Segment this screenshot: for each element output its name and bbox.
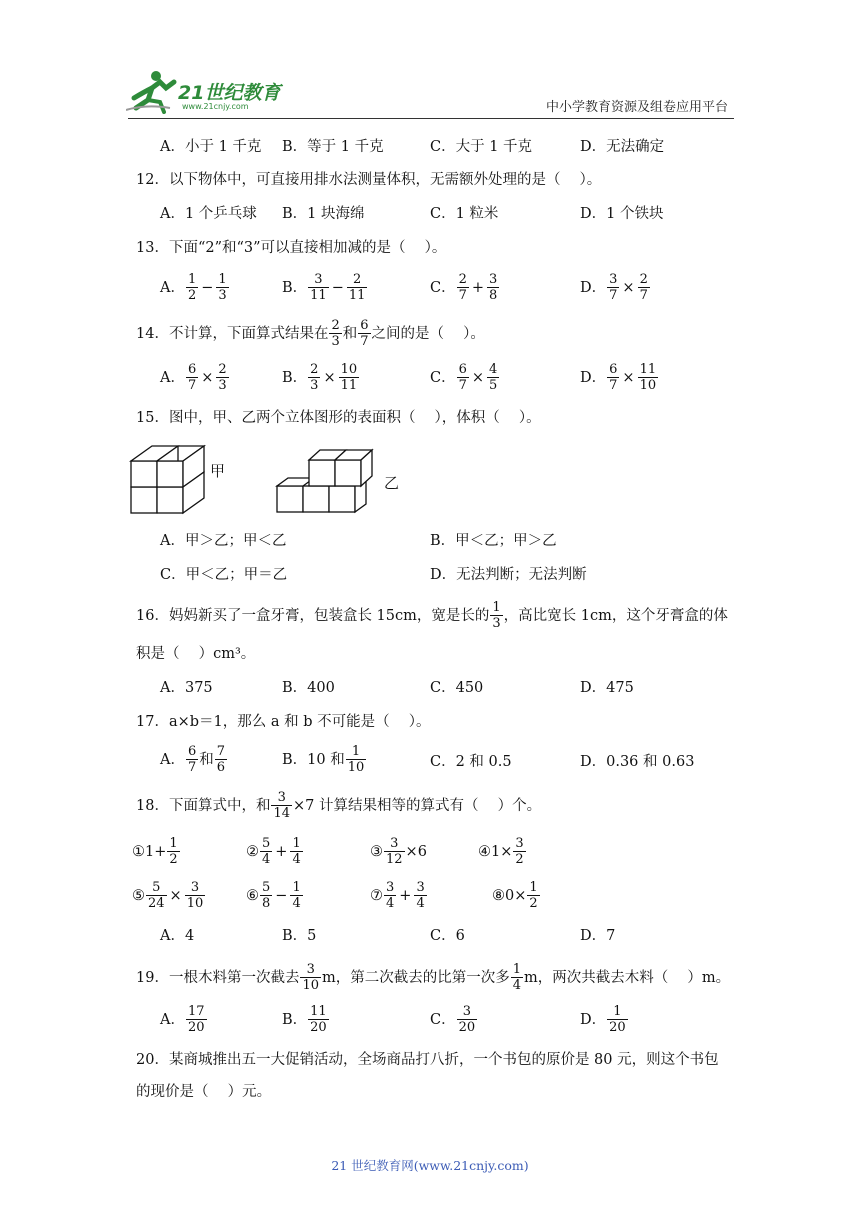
q15-option-b: B．甲＜乙；甲＞乙 xyxy=(430,533,557,549)
q19-option-c: C． $\frac{3}{20}$ xyxy=(430,1004,476,1035)
q18-expr-7: ⑦ $\frac{3}{4}$ + $\frac{3}{4}$ xyxy=(370,880,425,911)
q14-option-b: B． $\frac{2}{3}$ × $\frac{10}{11}$ xyxy=(282,362,358,393)
q16-stem-line1: 16．妈妈新买了一盒牙膏，包装盒长 15cm，宽是长的 $\frac{1}{3}$ ，高比宽长 1cm，这个牙膏盒的体 xyxy=(136,600,728,631)
q12-option-b: B．1 块海绵 xyxy=(282,206,365,222)
q18-expr-2: ② $\frac{5}{4}$ + $\frac{1}{4}$ xyxy=(246,836,301,867)
q18-expr-8: ⑧0× $\frac{1}{2}$ xyxy=(492,880,538,911)
q11-option-c: C．大于 1 千克 xyxy=(430,139,533,155)
q18-option-c: C．6 xyxy=(430,928,465,944)
cube-figure-jia xyxy=(128,440,212,516)
q13-option-c: C． $\frac{2}{7}$ + $\frac{3}{8}$ xyxy=(430,272,498,303)
logo xyxy=(126,68,286,114)
q13-stem: 13．下面“2”和“3”可以直接相加减的是（ ）。 xyxy=(136,240,447,256)
q15-option-c: C．甲＜乙；甲＝乙 xyxy=(160,567,288,583)
header-divider xyxy=(128,118,734,119)
label-yi: 乙 xyxy=(384,474,400,492)
q18-expr-4: ④1× $\frac{3}{2}$ xyxy=(478,836,524,867)
q15-stem: 15．图中，甲、乙两个立体图形的表面积（ ），体积（ ）。 xyxy=(136,410,541,426)
q16-option-c: C．450 xyxy=(430,680,484,696)
q15-option-d: D．无法判断；无法判断 xyxy=(430,567,587,583)
q17-option-a: A． $\frac{6}{7}$ 和 $\frac{7}{6}$ xyxy=(160,744,226,775)
label-jia: 甲 xyxy=(210,462,226,480)
q18-expr-5: ⑤ $\frac{5}{24}$ × $\frac{3}{10}$ xyxy=(132,880,204,911)
q14-option-c: C． $\frac{6}{7}$ × $\frac{4}{5}$ xyxy=(430,362,498,393)
q16-stem-line2: 积是（ ）cm³。 xyxy=(136,646,256,662)
q12-option-d: D．1 个铁块 xyxy=(580,206,664,222)
q11-option-a: A．小于 1 千克 xyxy=(160,139,262,155)
cube-figure-yi xyxy=(274,444,382,516)
q17-option-c: C．2 和 0.5 xyxy=(430,754,512,770)
q18-option-a: A．4 xyxy=(160,928,195,944)
q16-option-a: A．375 xyxy=(160,680,213,696)
q20-stem-line1: 20．某商城推出五一大促销活动，全场商品打八折，一个书包的原价是 80 元，则这个书包 xyxy=(136,1052,719,1068)
q13-option-a: A． $\frac{1}{2}$ − $\frac{1}{3}$ xyxy=(160,272,227,303)
q18-expr-3: ③ $\frac{3}{12}$ ×6 xyxy=(370,836,427,867)
q14-stem: 14．不计算，下面算式结果在 $\frac{2}{3}$ 和 $\frac{6}{7}$ 之间的是（ ）。 xyxy=(136,318,485,349)
header-platform-text: 中小学教育资源及组卷应用平台 xyxy=(545,100,728,115)
q19-option-d: D． $\frac{1}{20}$ xyxy=(580,1004,626,1035)
q12-stem: 12．以下物体中，可直接用排水法测量体积，无需额外处理的是（ ）。 xyxy=(136,172,602,188)
logo-text: 21世纪教育 xyxy=(178,82,281,104)
q11-option-b: B．等于 1 千克 xyxy=(282,139,384,155)
q17-stem: 17．a×b＝1，那么 a 和 b 不可能是（ ）。 xyxy=(136,714,431,730)
q18-expr-6: ⑥ $\frac{5}{8}$ − $\frac{1}{4}$ xyxy=(246,880,301,911)
footer-text: 21 世纪教育网(www.21cnjy.com) xyxy=(331,1158,529,1173)
logo-subtext: www.21cnjy.com xyxy=(182,102,249,111)
q18-option-b: B．5 xyxy=(282,928,317,944)
q19-option-b: B． $\frac{11}{20}$ xyxy=(282,1004,327,1035)
q19-option-a: A． $\frac{17}{20}$ xyxy=(160,1004,205,1035)
q13-option-b: B． $\frac{3}{11}$ − $\frac{2}{11}$ xyxy=(282,272,366,303)
q17-option-b: B．10 和 $\frac{1}{10}$ xyxy=(282,744,365,775)
q20-stem-line2: 的现价是（ ）元。 xyxy=(136,1084,272,1100)
q11-option-d: D．无法确定 xyxy=(580,139,665,155)
q14-option-d: D． $\frac{6}{7}$ × $\frac{11}{10}$ xyxy=(580,362,657,393)
q14-option-a: A． $\frac{6}{7}$ × $\frac{2}{3}$ xyxy=(160,362,227,393)
q15-option-a: A．甲＞乙；甲＜乙 xyxy=(160,533,287,549)
q18-expr-1: ①1+ $\frac{1}{2}$ xyxy=(132,836,178,867)
q13-option-d: D． $\frac{3}{7}$ × $\frac{2}{7}$ xyxy=(580,272,648,303)
q12-option-a: A．1 个乒乓球 xyxy=(160,206,257,222)
q19-stem: 19．一根木料第一次截去 $\frac{3}{10}$ m，第二次截去的比第一次多 $\frac{1}{4}$ m，两次共截去木料（ ）m。 xyxy=(136,962,731,993)
q16-option-b: B．400 xyxy=(282,680,335,696)
q18-stem: 18．下面算式中，和 $\frac{3}{14}$ ×7 计算结果相等的算式有（ ）个。 xyxy=(136,790,542,821)
q12-option-c: C．1 粒米 xyxy=(430,206,499,222)
q18-option-d: D．7 xyxy=(580,928,616,944)
q16-option-d: D．475 xyxy=(580,680,634,696)
q17-option-d: D．0.36 和 0.63 xyxy=(580,754,695,770)
